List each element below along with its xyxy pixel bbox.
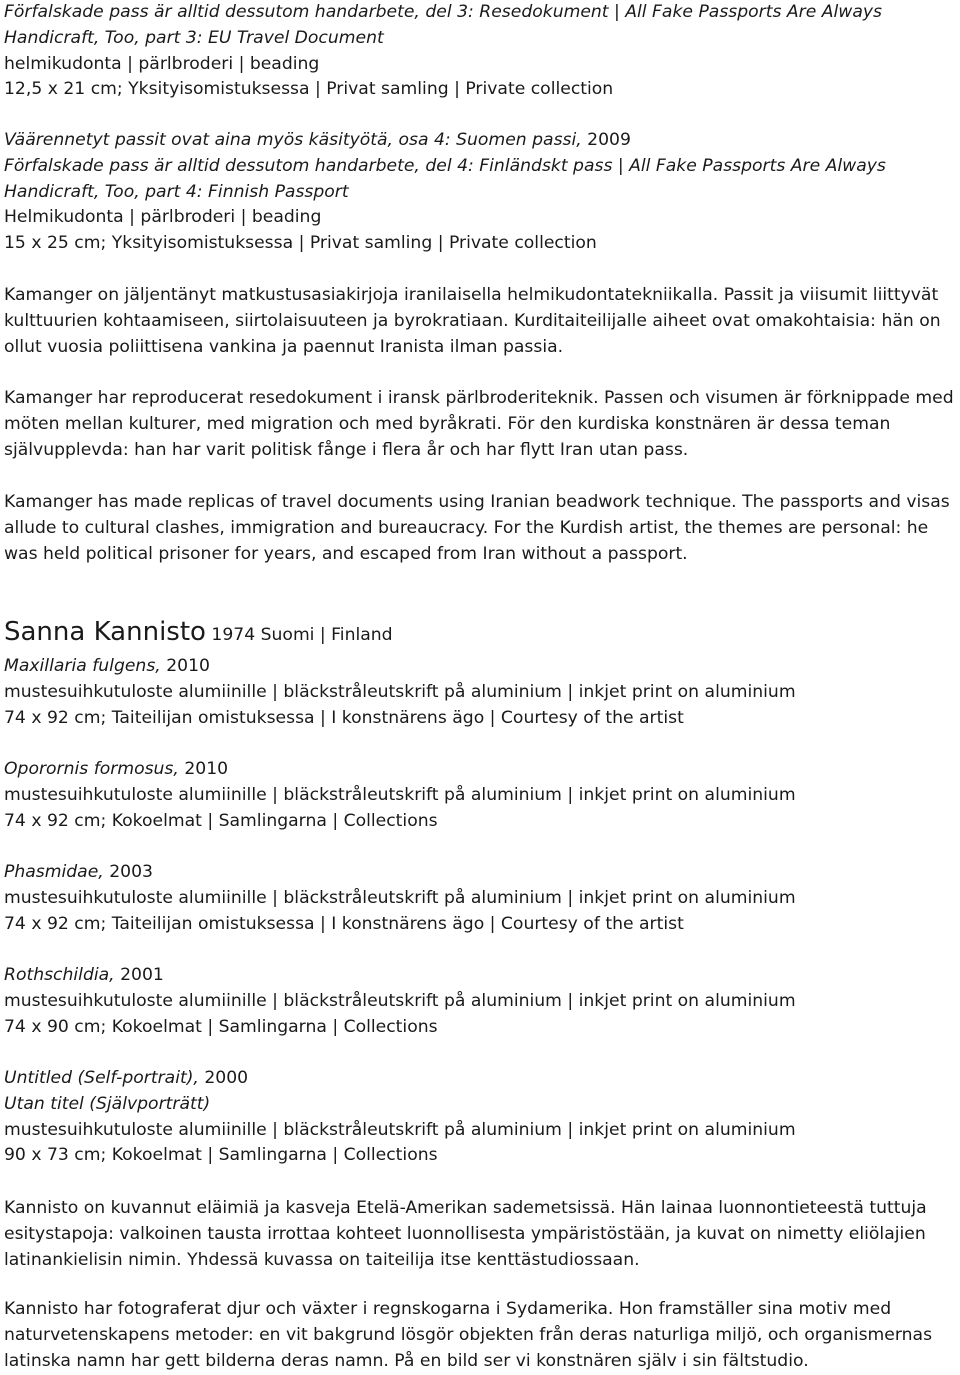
artwork-title: Rothschildia, — [4, 965, 115, 985]
artwork-title-line — [4, 128, 886, 154]
artwork-title: Phasmidae, — [4, 862, 104, 882]
artwork-title-continued: Handicraft, Too, part 4: Finnish Passport — [4, 181, 349, 202]
artwork-year: 2000 — [198, 1068, 249, 1088]
artist-heading — [4, 617, 393, 649]
artwork-year: 2003 — [103, 862, 153, 882]
artwork-title-line — [4, 757, 796, 783]
artwork-year: 2010 — [178, 759, 229, 779]
artwork-medium: mustesuihkutuloste alumiinille | bläckstråleutskrift på aluminium | inkjet print on aluminium — [4, 681, 796, 702]
artwork-size-owner: 15 x 25 cm; Yksityisomistuksessa | Privat samling | Private collection — [4, 233, 597, 254]
artwork-size-owner: 74 x 92 cm; Kokoelmat | Samlingarna | Collections — [4, 810, 438, 831]
artwork-size-owner: 90 x 73 cm; Kokoelmat | Samlingarna | Collections — [4, 1145, 438, 1166]
artwork-entry-finnish-passport — [4, 128, 886, 257]
kannisto-description-fi: Kannisto on kuvannut eläimiä ja kasveja Etelä-Amerikan sademetsissä. Hän lainaa luonnontieteestä tuttuja esitystapoja: valkoinen tausta irrottaa kohteet luonnollisesta ympäristöstään, ja kuvat on nimetty eliölajien latinankielisin nimin. Yhdessä kuvassa on taiteilija itse kenttästudiossaan. — [4, 1198, 927, 1270]
artwork-subtitle: Utan titel (Självporträtt) — [4, 1093, 211, 1114]
artwork-size-owner: 74 x 92 cm; Taiteilijan omistuksessa | I konstnärens ägo | Courtesy of the artist — [4, 913, 684, 934]
artwork-entry — [4, 654, 796, 731]
artwork-title-line — [4, 654, 796, 680]
artwork-title: Väärennetyt passit ovat aina myös käsityötä, osa 4: Suomen passi, — [4, 130, 582, 150]
artwork-entry — [4, 860, 796, 937]
artwork-year: 2001 — [114, 965, 164, 985]
artwork-size-owner: 74 x 92 cm; Taiteilijan omistuksessa | I konstnärens ägo | Courtesy of the artist — [4, 707, 684, 728]
artwork-size-owner: 12,5 x 21 cm; Yksityisomistuksessa | Privat samling | Private collection — [4, 79, 614, 100]
artwork-title-translation: Förfalskade pass är alltid dessutom handarbete, del 4: Finländskt pass | All Fake Passports Are Always — [4, 155, 886, 176]
kannisto-description-sv: Kannisto har fotograferat djur och växter i regnskogarna i Sydamerika. Hon framställer sina motiv med naturvetenskapens metoder: en vit bakgrund lösgör objekten från deras naturliga miljö, och organismernas latinska namn har gett bilderna deras namn. På en bild ser vi konstnären själv i sin fältstudio. — [4, 1299, 933, 1371]
artwork-medium: mustesuihkutuloste alumiinille | bläckstråleutskrift på aluminium | inkjet print on aluminium — [4, 1119, 796, 1140]
artwork-medium: mustesuihkutuloste alumiinille | bläckstråleutskrift på aluminium | inkjet print on aluminium — [4, 784, 796, 805]
artwork-title-line — [4, 860, 796, 886]
artwork-entry — [4, 963, 796, 1040]
artwork-year: 2009 — [581, 130, 631, 150]
kamanger-description-fi: Kamanger on jäljentänyt matkustusasiakirjoja iranilaisella helmikudontatekniikalla. Passit ja viisumit liittyvät kulttuurien kohtaamiseen, siirtolaisuuteen ja byrokratiaan. Kurditaiteilijalle aiheet ovat omakohtaisia: hän on ollut vuosia poliittisena vankina ja paennut Iranista ilman passia. — [4, 285, 941, 357]
artist-name: Sanna Kannisto — [4, 617, 206, 647]
artwork-title-line — [4, 1066, 796, 1092]
artwork-title: Maxillaria fulgens, — [4, 656, 161, 676]
artwork-medium: helmikudonta | pärlbroderi | beading — [4, 53, 320, 74]
artist-birth-country: 1974 Suomi | Finland — [205, 625, 393, 645]
kamanger-description-en: Kamanger has made replicas of travel documents using Iranian beadwork technique. The passports and visas allude to cultural clashes, immigration and bureaucracy. For the Kurdish artist, the themes are personal: he was held political prisoner for years, and escaped from Iran without a passport. — [4, 492, 950, 564]
artwork-year: 2010 — [160, 656, 210, 676]
artwork-title: Förfalskade pass är alltid dessutom handarbete, del 3: Resedokument | All Fake Passports Are Always — [4, 2, 883, 22]
artwork-medium: mustesuihkutuloste alumiinille | bläckstråleutskrift på aluminium | inkjet print on aluminium — [4, 990, 796, 1011]
artwork-title-line — [4, 963, 796, 989]
artwork-title: Oporornis formosus, — [4, 759, 179, 779]
artwork-title: Untitled (Self-portrait), — [4, 1068, 199, 1088]
artwork-medium: Helmikudonta | pärlbroderi | beading — [4, 207, 322, 228]
artwork-entry — [4, 757, 796, 834]
artwork-size-owner: 74 x 90 cm; Kokoelmat | Samlingarna | Collections — [4, 1016, 438, 1037]
artwork-title-continued: Handicraft, Too, part 3: EU Travel Document — [4, 27, 384, 48]
artwork-entry-eu-travel-document — [4, 0, 882, 103]
artwork-medium: mustesuihkutuloste alumiinille | bläckstråleutskrift på aluminium | inkjet print on aluminium — [4, 887, 796, 908]
kamanger-description-sv: Kamanger har reproducerat resedokument i iransk pärlbroderiteknik. Passen och visumen är förknippade med möten mellan kulturer, med migration och med byråkrati. För den kurdiska konstnären är dessa teman självupplevda: han har varit politisk fånge i flera år och har flytt Iran utan pass. — [4, 388, 954, 460]
artwork-entry — [4, 1066, 796, 1169]
